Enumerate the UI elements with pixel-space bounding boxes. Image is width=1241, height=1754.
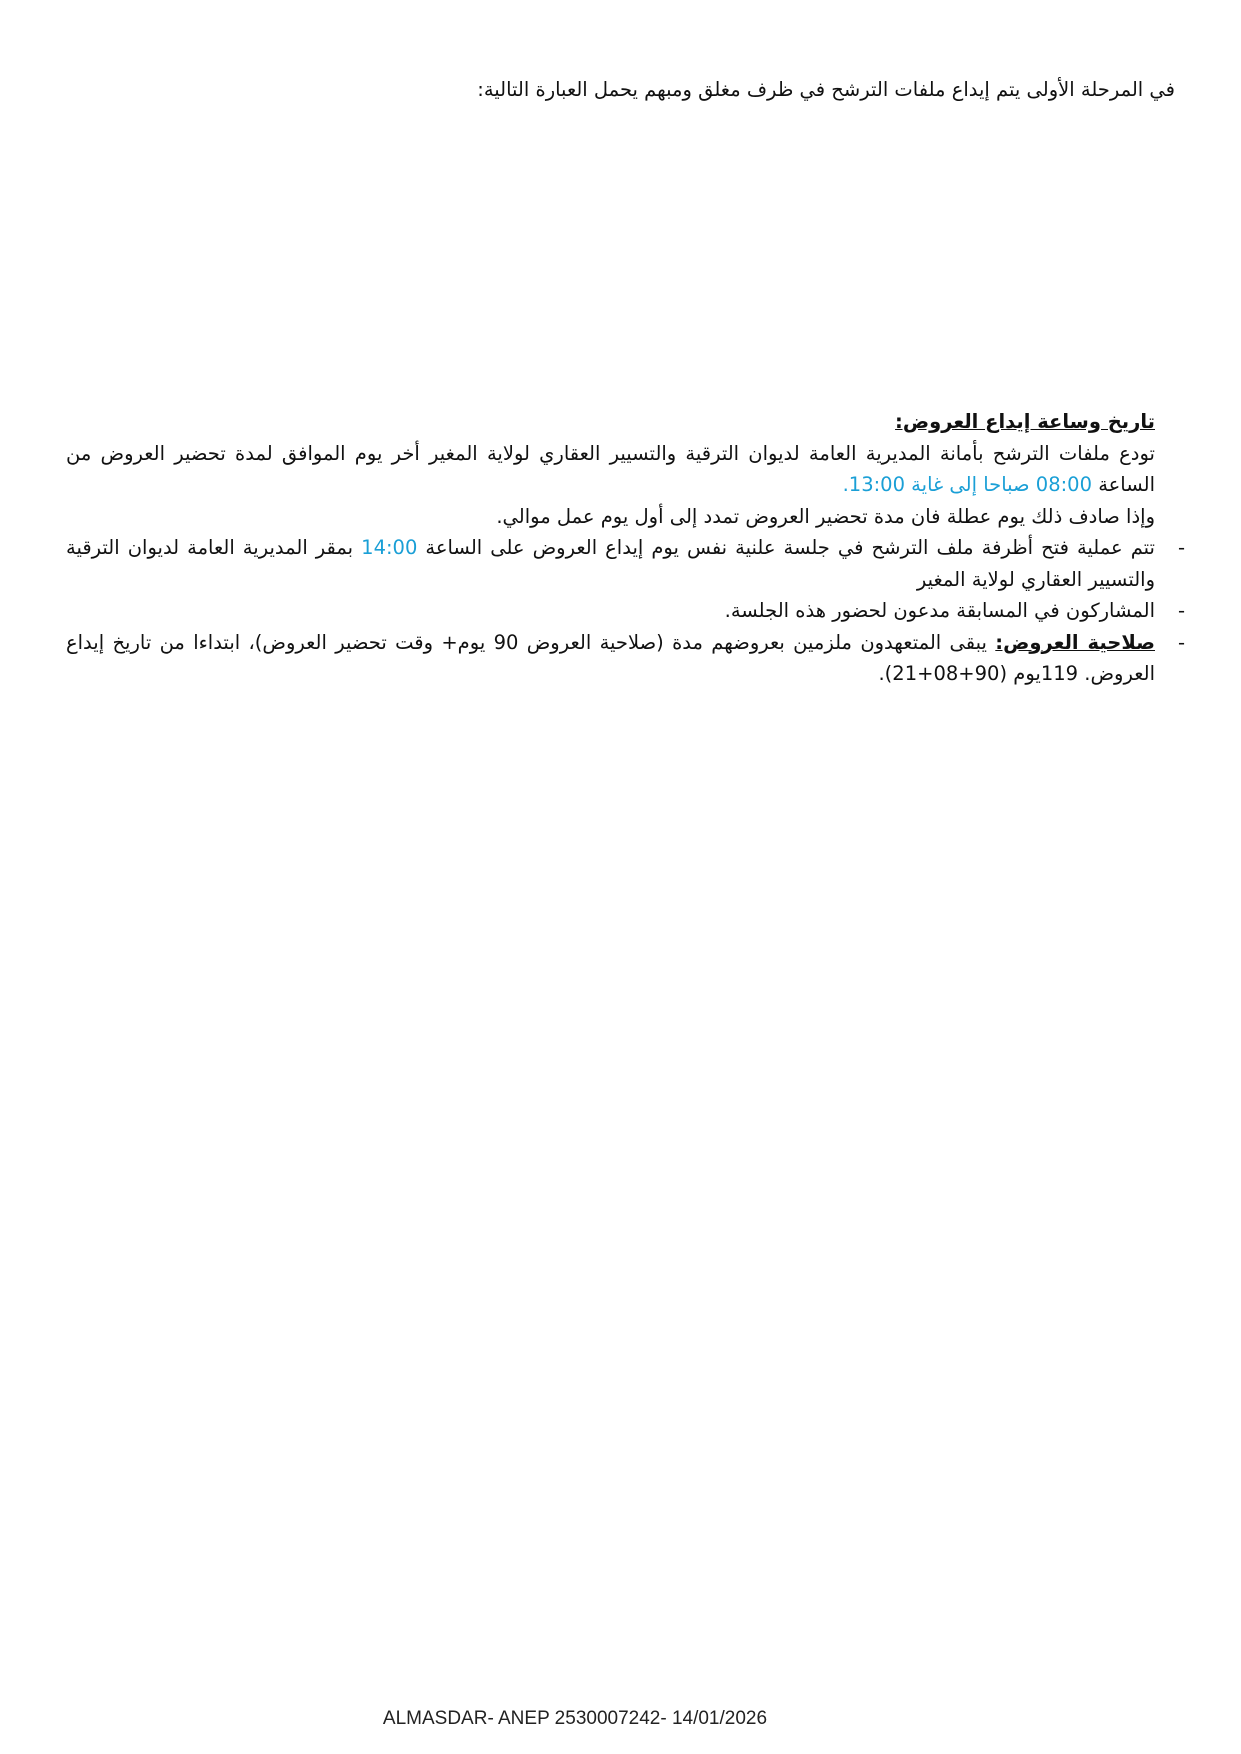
list-item <box>66 532 1185 595</box>
deposit-section <box>66 406 1185 690</box>
deposit-paragraph-1 <box>66 438 1155 501</box>
validity-label: صلاحية العروض: <box>995 630 1155 654</box>
deposit-time-highlight: 08:00 صباحا إلى غاية 13:00. <box>842 473 1092 496</box>
list-item-text: بمقر المديرية العامة لديوان الترقية والتسيير العقاري لولاية المغير <box>66 536 1155 591</box>
list-dash: - <box>1177 599 1185 622</box>
list-item <box>66 595 1185 627</box>
deposit-list <box>66 532 1185 690</box>
deposit-heading: تاريخ وساعة إيداع العروض: <box>895 410 1155 433</box>
list-item-text: تتم عملية فتح أظرفة ملف الترشح في جلسة علنية نفس يوم إيداع العروض على الساعة <box>417 536 1155 559</box>
intro-paragraph <box>75 74 1175 106</box>
list-item <box>66 627 1185 690</box>
intro-text: في المرحلة الأولى يتم إيداع ملفات الترشح في ظرف مغلق ومبهم يحمل العبارة التالية: <box>477 78 1175 101</box>
deposit-p1-text: تودع ملفات الترشح بأمانة المديرية العامة لديوان الترقية والتسيير العقاري لولاية المغير أخر يوم الموافق لمدة تحضير العروض من الساعة <box>66 441 1155 496</box>
list-item-text: يبقى المتعهدون ملزمين بعروضهم مدة (صلاحية العروض 90 يوم+ وقت تحضير العروض)، ابتداءا من تاريخ إيداع العروض. 119يوم (90+08+21). <box>66 630 1155 685</box>
opening-time-highlight: 14:00 <box>361 536 418 559</box>
footer-reference: ALMASDAR- ANEP 2530007242- 14/01/2026 <box>382 1708 768 1729</box>
deposit-paragraph-2: وإذا صادف ذلك يوم عطلة فان مدة تحضير العروض تمدد إلى أول يوم عمل موالي. <box>496 504 1155 528</box>
list-dash: - <box>1177 536 1185 559</box>
list-dash: - <box>1177 630 1185 654</box>
list-item-text: المشاركون في المسابقة مدعون لحضور هذه الجلسة. <box>724 599 1155 622</box>
